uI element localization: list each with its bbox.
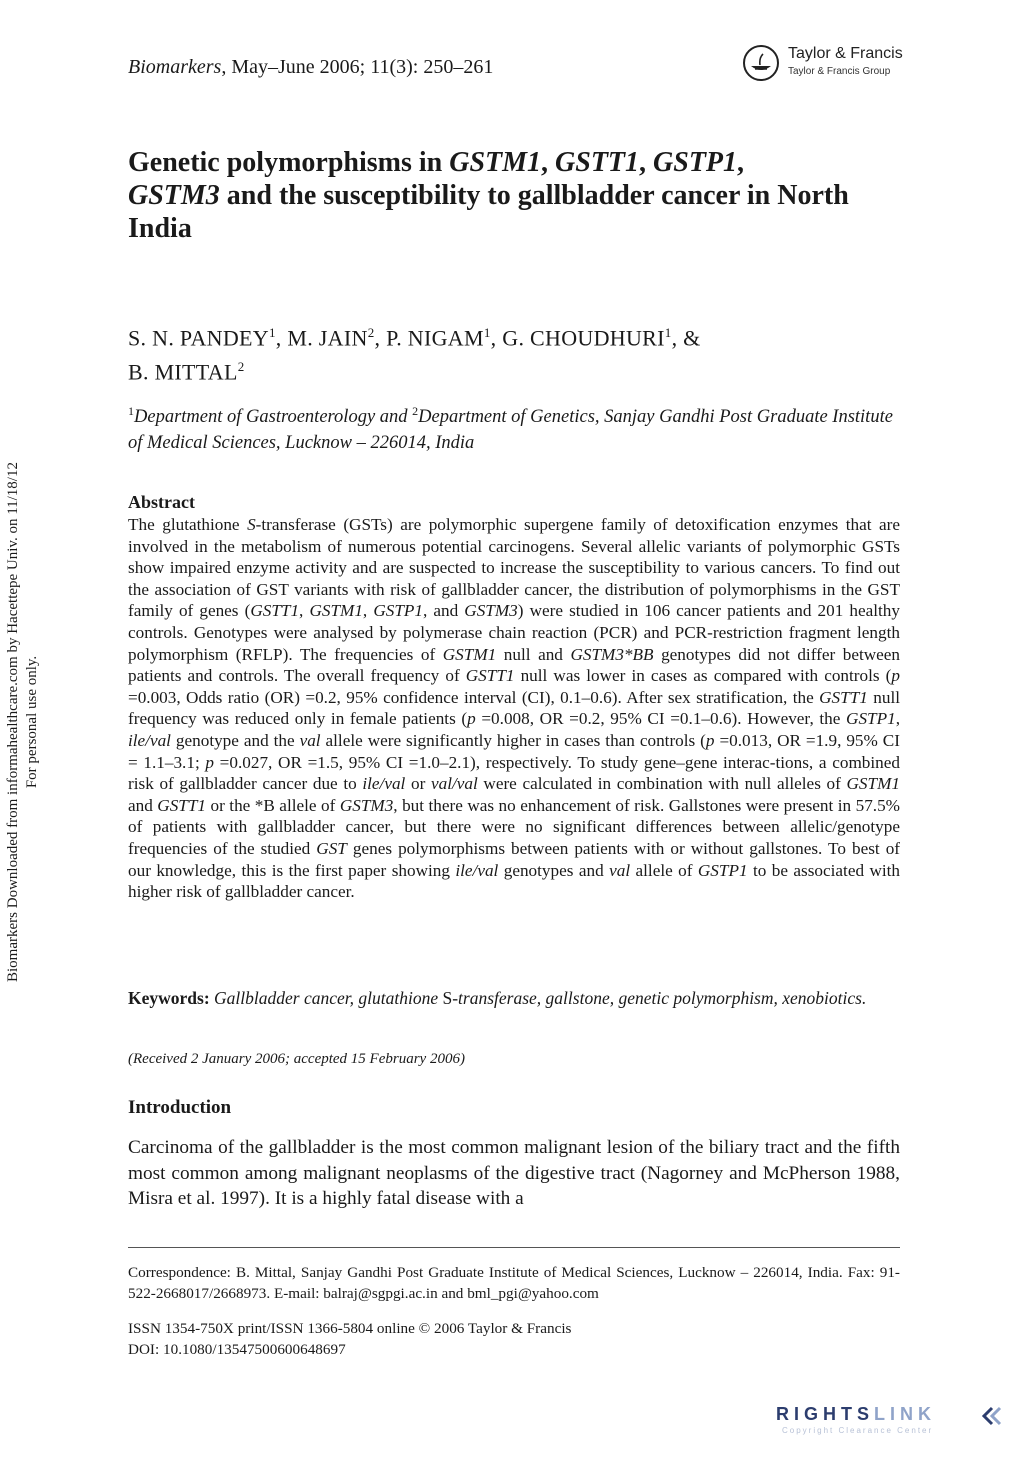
introduction-text: Carcinoma of the gallbladder is the most common malignant lesion of the biliary tract and the fifth most common among malignant neoplasms of the digestive tract (Nagorney and McPherson 1988, Misra et al. 1997). It is a highly fatal disease with a: [128, 1137, 900, 1210]
journal-name: Biomarkers: [128, 56, 222, 78]
abstract-body: The glutathione S-transferase (GSTs) are polymorphic supergene family of detoxification enzymes that are involved in the metabolism of numerous potential carcinogens. Several allelic variants of polymorphic GSTs show impaired enzyme activity and are suspected to increase the susceptibility to various cancers. To find out the association of GST variants with risk of gallbladder cancer, the distribution of polymorphisms in the GST family of genes (GSTT1, GSTM1, GSTP1, and GSTM3) were studied in 106 cancer patients and 201 healthy controls. Genotypes were analysed by polymerase chain reaction (PCR) and PCR-restriction fragment length polymorphism (RFLP). The frequencies of GSTM1 null and GSTM3*BB genotypes did not differ between patients and controls. The overall frequency of GSTT1 null was lower in cases as compared with controls (p =0.003, Odds ratio (OR) =0.2, 95% confidence interval (CI), 0.1–0.6). After sex stratification, the GSTT1 null frequency was reduced only in female patients (p =0.008, OR =0.2, 95% CI =0.1–0.6). However, the GSTP1, ile/val genotype and the val allele were significantly higher in cases than controls (p =0.013, OR =1.9, 95% CI = 1.1–3.1; p =0.027, OR =1.5, 95% CI =1.0–2.1), respectively. To study gene–gene interac-tions, a combined risk of gallbladder cancer due to ile/val or val/val were calculated in combination with null alleles of GSTM1 and GSTT1 or the *B allele of GSTM3, but there was no enhancement of risk. Gallstones were present in 57.5% of patients with gallbladder cancer, but there were no significant differences between allelic/genotype frequencies of the studied GST genes polymorphisms between patients with or without gallstones. To best of our knowledge, this is the first paper showing ile/val genotypes and val allele of GSTP1 to be associated with higher risk of gallbladder cancer.: [128, 515, 901, 902]
footnote-divider: [128, 1247, 900, 1248]
rightslink-wordmark: RIGHTSLINK: [776, 1404, 937, 1424]
received-dates: (Received 2 January 2006; accepted 15 February 2006): [128, 1051, 465, 1067]
rightslink-subtitle: Copyright Clearance Center: [782, 1426, 934, 1435]
rightslink-logo[interactable]: [776, 1404, 1016, 1440]
correspondence: Correspondence: B. Mittal, Sanjay Gandhi Post Graduate Institute of Medical Sciences, Lucknow – 226014, India. Fax: 91-522-2668017/2668973. E-mail: balraj@sgpgi.ac.in and bml_pgi@yahoo.com: [128, 1264, 900, 1302]
introduction-heading: Introduction: [128, 1097, 232, 1118]
rightslink-arrow-icon: [982, 1406, 1004, 1426]
publisher-name: Taylor & Francis: [788, 45, 903, 62]
download-watermark-line1: Biomarkers Downloaded from informahealthcare.com by Hacettepe Univ. on 11/18/12: [5, 462, 21, 982]
publisher-group: Taylor & Francis Group: [788, 66, 891, 77]
issn: ISSN 1354-750X print/ISSN 1366-5804 online © 2006 Taylor & Francis: [128, 1320, 572, 1337]
journal-citation: [128, 56, 493, 79]
doi: DOI: 10.1080/13547500600648697: [128, 1341, 346, 1358]
download-watermark: [4, 422, 42, 1022]
author-list: S. N. PANDEY$^1$, M. JAIN$^2$, P. NIGAM$^1$, G. CHOUDHURI$^1$, & B. MITTAL$^2$: [128, 325, 701, 385]
taylor-francis-lamp-icon: [742, 44, 780, 82]
keywords: Keywords: Gallbladder cancer, glutathione S-transferase, gallstone, genetic polymorphism, xenobiotics.: [128, 988, 867, 1008]
journal-issue: , May–June 2006; 11(3): 250–261: [221, 56, 494, 78]
abstract-heading: Abstract: [128, 492, 195, 512]
download-watermark-line2: For personal use only.: [24, 655, 40, 789]
affiliations: $^1$Department of Gastroenterology and $^2$Department of Genetics, Sanjay Gandhi Post Graduate Institute of Medical Sciences, Lucknow – 226014, India: [128, 404, 893, 454]
paper-title: Genetic polymorphisms in GSTM1, GSTT1, GSTP1, GSTM3 and the susceptibility to gallbladder cancer in North India: [128, 147, 849, 244]
keywords-label: Keywords:: [128, 988, 210, 1008]
publisher-logo: [742, 42, 912, 86]
publication-info: [128, 1318, 900, 1360]
